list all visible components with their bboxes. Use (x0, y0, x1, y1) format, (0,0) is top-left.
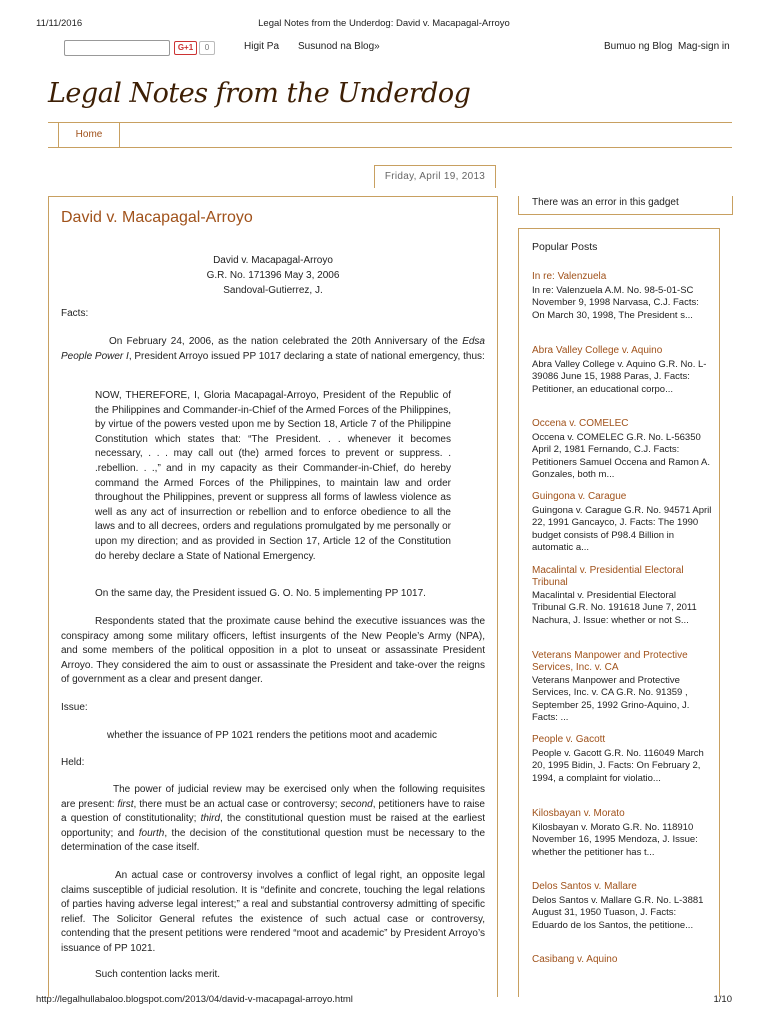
held-text-d: , the constitutional question must be raised at the earliest opportunity; and (61, 813, 485, 839)
post-citation (49, 253, 497, 298)
popular-post-snippet: In re: Valenzuela A.M. No. 98-5-01-SC November 9, 1998 Narvasa, C.J. Facts: On March 30, 1998, The President s... (532, 285, 699, 321)
print-date: 11/11/2016 (36, 18, 83, 29)
print-url: http://legalhullabaloo.blogspot.com/2013/04/david-v-macapagal-arroyo.html (36, 994, 353, 1005)
held-text-c: , petitioners have to raise a question of constitutionality; (61, 798, 485, 825)
facts-paragraph (61, 335, 485, 364)
more-link[interactable]: Higit Pa (244, 41, 280, 52)
post-body (48, 196, 498, 997)
popular-post-title[interactable]: Delos Santos v. Mallare (532, 881, 637, 892)
page-tabs (48, 122, 732, 148)
popular-post-snippet: Abra Valley College v. Aquino G.R. No. L-39086 June 15, 1988 Paras, J. Facts: Petitioner, an educational corpo... (532, 359, 707, 395)
held-third: third (200, 813, 221, 825)
popular-post-title[interactable]: Macalintal v. Presidential Electoral Tribunal (532, 565, 684, 588)
popular-post-title[interactable]: Veterans Manpower and Protective Services, Inc. v. CA (532, 650, 688, 673)
held-text-b: , there must be an actual case or controversy; (133, 798, 341, 810)
facts-text-start: On February 24, 2006, as the nation celebrated the 20th Anniversary of the (109, 336, 463, 347)
gadget-error: There was an error in this gadget (518, 196, 733, 215)
facts-text-end: , President Arroyo issued PP 1017 declaring a state of national emergency, thus: (128, 350, 485, 362)
held-paragraph-3: Such contention lacks merit. (95, 969, 221, 980)
blogger-navbar (62, 38, 732, 58)
held-paragraph-1 (61, 783, 485, 856)
popular-post-snippet: Kilosbayan v. Morato G.R. No. 118910 November 16, 1995 Mendoza, J. Issue: whether the petitioner has t... (532, 822, 698, 858)
blog-title[interactable]: Legal Notes from the Underdog (48, 78, 471, 109)
print-page-number: 1/10 (713, 994, 732, 1005)
popular-post-title[interactable]: Guingona v. Carague (532, 491, 627, 502)
held-text-a: The power of judicial review may be exercised only when the following requisites are present: (61, 784, 485, 810)
held-text-e: , the decision of the constitutional question must be necessary to the determination of the case itself. (61, 827, 486, 854)
popular-post-title[interactable]: In re: Valenzuela (532, 271, 607, 282)
facts-text-em: Edsa People Power I (61, 336, 485, 362)
search-input[interactable] (64, 40, 170, 56)
popular-post-title[interactable]: Occena v. COMELEC (532, 418, 629, 429)
popular-posts-heading: Popular Posts (532, 241, 598, 253)
popular-post-snippet: Delos Santos v. Mallare G.R. No. L-3881 August 31, 1950 Tuason, J. Facts: Eduardo de los Santos, the petitione... (532, 895, 704, 931)
case-number: G.R. No. 171396 May 3, 2006 (206, 270, 340, 281)
next-blog-link[interactable]: Susunod na Blog» (298, 41, 380, 52)
popular-post-title[interactable]: Abra Valley College v. Aquino (532, 345, 663, 356)
print-header (36, 18, 732, 30)
respondents-paragraph: Respondents stated that the proximate cause behind the executive issuances was the conspiracy among some military officers, leftist insurgents of the New People’s Army (NPA), and some members of the political opposition in a plot to unseat or assassinate President Arroyo. They considered the aim to oust or assassinate the President and take-over the reigns of government as a clear and present danger. (61, 616, 485, 686)
held-paragraph-2: An actual case or controversy involves a conflict of legal right, an opposite legal claims susceptible of judicial resolution. It is “definite and concrete, touching the legal relations of parties having adverse legal interest;” a real and substantial controversy admitting of specific relief. The Solicitor General refutes the existence of such actual case or controversy, contending that the present petitions were rendered “moot and academic” by President Arroyo’s issuance of PP 1021. (61, 870, 485, 954)
popular-post-snippet: Guingona v. Carague G.R. No. 94571 April 22, 1991 Gancayco, J. Facts: The 1990 budget consists of P98.4 Billion in automatic a... (532, 505, 712, 553)
held-second: second (340, 798, 373, 810)
create-blog-link[interactable]: Bumuo ng Blog (604, 41, 673, 52)
print-footer (36, 994, 732, 1006)
proclamation-quote: NOW, THEREFORE, I, Gloria Macapagal-Arroyo, President of the Republic of the Philippines and Commander-in-Chief of the Armed Forces of the Philippines, by virtue of the powers vested upon me by Section 18, Article 7 of the Philippine Constitution which states that: “The President. . . whenever it becomes necessary, . . . may call out (the) armed forces to prevent or suppress. . .rebellion. . .,” and in my capacity as their Commander-in-Chief, do hereby command the Armed Forces of the Philippines, to maintain law and order throughout the Philippines, prevent or suppress all forms of lawless violence as well as any act of insurrection or rebellion and to enforce obedience to all the laws and to all decrees, orders and regulations promulgated by me personally or upon my direction; and as provided in Section 17, Article 12 of the Constitution do hereby declare a State of National Emergency. (95, 390, 451, 562)
issue-text: whether the issuance of PP 1021 renders the petitions moot and academic (107, 730, 438, 741)
popular-post-snippet: Occena v. COMELEC G.R. No. L-56350 April 2, 1981 Fernando, C.J. Facts: Petitioners Samuel Occena and Ramon A. Gonzales, both m... (532, 432, 710, 480)
popular-post-title[interactable]: People v. Gacott (532, 734, 606, 745)
same-day-paragraph: On the same day, the President issued G. O. No. 5 implementing PP 1017. (95, 588, 426, 599)
popular-posts-widget (518, 228, 720, 997)
case-name: David v. Macapagal-Arroyo (213, 255, 333, 266)
gplus-count: 0 (199, 41, 215, 55)
print-title: Legal Notes from the Underdog: David v. Macapagal-Arroyo (258, 18, 510, 29)
facts-label: Facts: (61, 308, 89, 319)
held-first: first (117, 798, 134, 810)
post-title[interactable]: David v. Macapagal-Arroyo (61, 209, 253, 226)
popular-post-snippet: Macalintal v. Presidential Electoral Tribunal G.R. No. 191618 June 7, 2011 Nachura, J. Issue: whether or not S... (532, 590, 697, 626)
held-fourth: fourth (138, 827, 165, 839)
popular-post-title[interactable]: Casibang v. Aquino (532, 954, 618, 965)
sign-in-link[interactable]: Mag-sign in (678, 41, 730, 52)
case-ponente: Sandoval-Gutierrez, J. (223, 285, 323, 296)
gplus-button[interactable]: G+1 (174, 41, 197, 55)
popular-post-title[interactable]: Kilosbayan v. Morato (532, 808, 625, 819)
popular-post-snippet: Veterans Manpower and Protective Services, Inc. v. CA G.R. No. 91359 , September 25, 1992 Grino-Aquino, J. Facts: ... (532, 675, 690, 723)
post-date: Friday, April 19, 2013 (374, 165, 496, 188)
tab-home[interactable]: Home (58, 123, 120, 147)
issue-label: Issue: (61, 702, 88, 713)
popular-post-snippet: People v. Gacott G.R. No. 116049 March 20, 1995 Bidin, J. Facts: On February 2, 1994, a complaint for violatio... (532, 748, 704, 784)
held-label: Held: (61, 757, 85, 768)
